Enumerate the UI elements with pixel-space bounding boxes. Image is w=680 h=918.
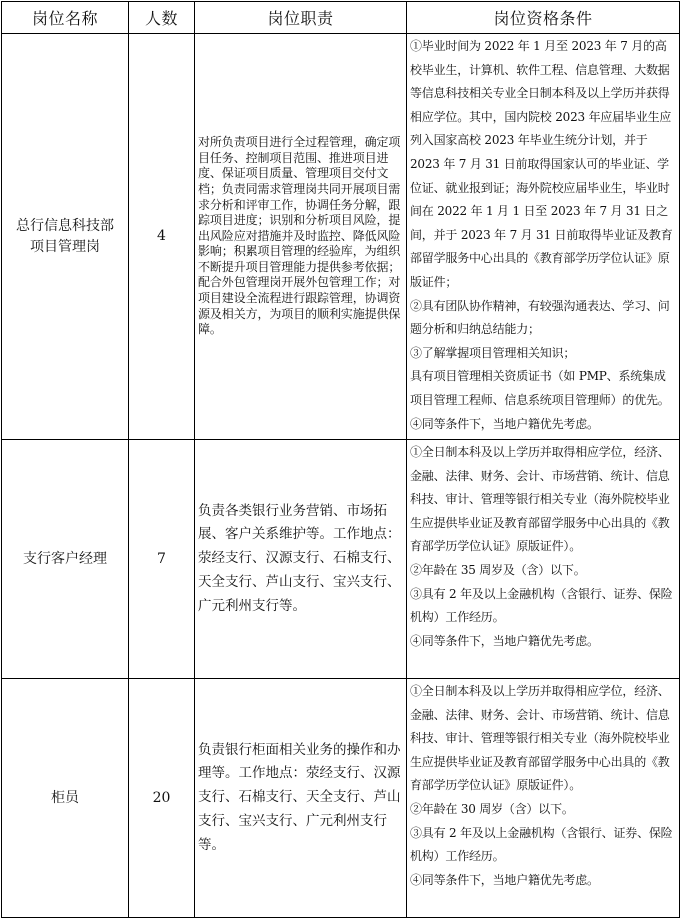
header-row	[2, 2, 680, 34]
qualifications-cell	[407, 679, 680, 918]
qualification-item: ④同等条件下，当地户籍优先考虑。	[410, 633, 599, 648]
recruitment-table	[1, 1, 680, 918]
qualification-item: ①全日制本科及以上学历并取得相应学位，经济、金融、法律、财务、会计、市场营销、统计、信息科技、审计、管理等银行相关专业（海外院校毕业生应提供毕业证及教育部留学服务中心出具的《教育部学历学位认证》原版证件）。	[410, 684, 670, 793]
header-duties: 岗位职责	[195, 2, 407, 34]
position-name-line: 项目管理岗	[30, 238, 100, 255]
qualification-item: ①全日制本科及以上学历并取得相应学位，经济、金融、法律、财务、会计、市场营销、统计、信息科技、审计、管理等银行相关专业（海外院校毕业生应提供毕业证及教育部留学服务中心出具的《教育部学历学位认证》原版证件）。	[410, 445, 670, 554]
qualification-item: 具有项目管理相关资质证书（如 PMP、系统集成项目管理工程师、信息系统项目管理师）的优先。	[410, 369, 670, 407]
position-name-line: 总行信息科技部	[16, 217, 114, 234]
headcount-cell: 20	[129, 679, 195, 918]
qualification-item: ②具有团队协作精神，有较强沟通表达、学习、问题分析和归纳总结能力；	[410, 298, 670, 337]
duties-cell: 负责各类银行业务营销、市场拓展、客户关系维护等。工作地点：荥经支行、汉源支行、石棉支行、天全支行、芦山支行、宝兴支行、广元利州支行等。	[195, 440, 407, 679]
qualification-item: ④同等条件下，当地户籍优先考虑。	[410, 872, 599, 887]
headcount-cell: 4	[129, 34, 195, 440]
qualifications-cell	[407, 34, 680, 440]
duties-cell: 对所负责项目进行全过程管理，确定项目任务、控制项目范围、推进项目进度、保证项目质量、管理项目交付文档；负责同需求管理岗共同开展项目需求分析和评审工作，协调任务分解，跟踪项目进度；识别和分析项目风险，提出风险应对措施并及时监控、降低风险影响；积累项目管理的经验库，为组织不断提升项目管理能力提供参考依据；配合外包管理岗开展外包管理工作；对项目建设全流程进行跟踪管理，协调资源及相关方，为项目的顺利实施提供保障。	[195, 34, 407, 440]
qualification-item: ②年龄在 35 周岁及（含）以下。	[410, 562, 586, 577]
position-name-cell	[2, 679, 129, 918]
header-qualifications: 岗位资格条件	[407, 2, 680, 34]
duties-cell: 负责银行柜面相关业务的操作和办理等。工作地点：荥经支行、汉源支行、石棉支行、天全支行、芦山支行、宝兴支行、广元利州支行等。	[195, 679, 407, 918]
qualification-item: ③了解掌握项目管理相关知识；	[410, 345, 576, 360]
qualification-item: ②年龄在 30 周岁（含）以下。	[410, 801, 574, 816]
position-name-cell	[2, 34, 129, 440]
position-name-line: 支行客户经理	[23, 550, 107, 567]
qualification-item: ④同等条件下，当地户籍优先考虑。	[410, 416, 599, 431]
header-position-name: 岗位名称	[2, 2, 129, 34]
table-row	[2, 34, 680, 440]
table-row	[2, 440, 680, 679]
table-row	[2, 679, 680, 918]
qualification-item: ③具有 2 年及以上金融机构（含银行、证券、保险机构）工作经历。	[410, 825, 673, 864]
position-name-cell	[2, 440, 129, 679]
position-name-line: 柜员	[51, 789, 79, 806]
header-headcount: 人数	[129, 2, 195, 34]
qualifications-cell	[407, 440, 680, 679]
headcount-cell: 7	[129, 440, 195, 679]
qualification-item: ③具有 2 年及以上金融机构（含银行、证券、保险机构）工作经历。	[410, 586, 673, 625]
qualification-item: ①毕业时间为 2022 年 1 月至 2023 年 7 月的高校毕业生，计算机、软件工程、信息管理、大数据等信息科技相关专业全日制本科及以上学历并获得相应学位。其中，国内院校 2023 年应届毕业生应列入国家高校 2023 年毕业生统分计划，并于 2023 年 7 月 31 日前取得国家认可的毕业证、学位证、就业报到证；海外院校应届毕业生，毕业时间在 2022 年 1 月 1 日至 2023 年 7 月 31 日之间，并于 2023 年 7 月 31 日前取得毕业证及教育部留学服务中心出具的《教育部学历学位认证》原版证件；	[410, 39, 673, 289]
